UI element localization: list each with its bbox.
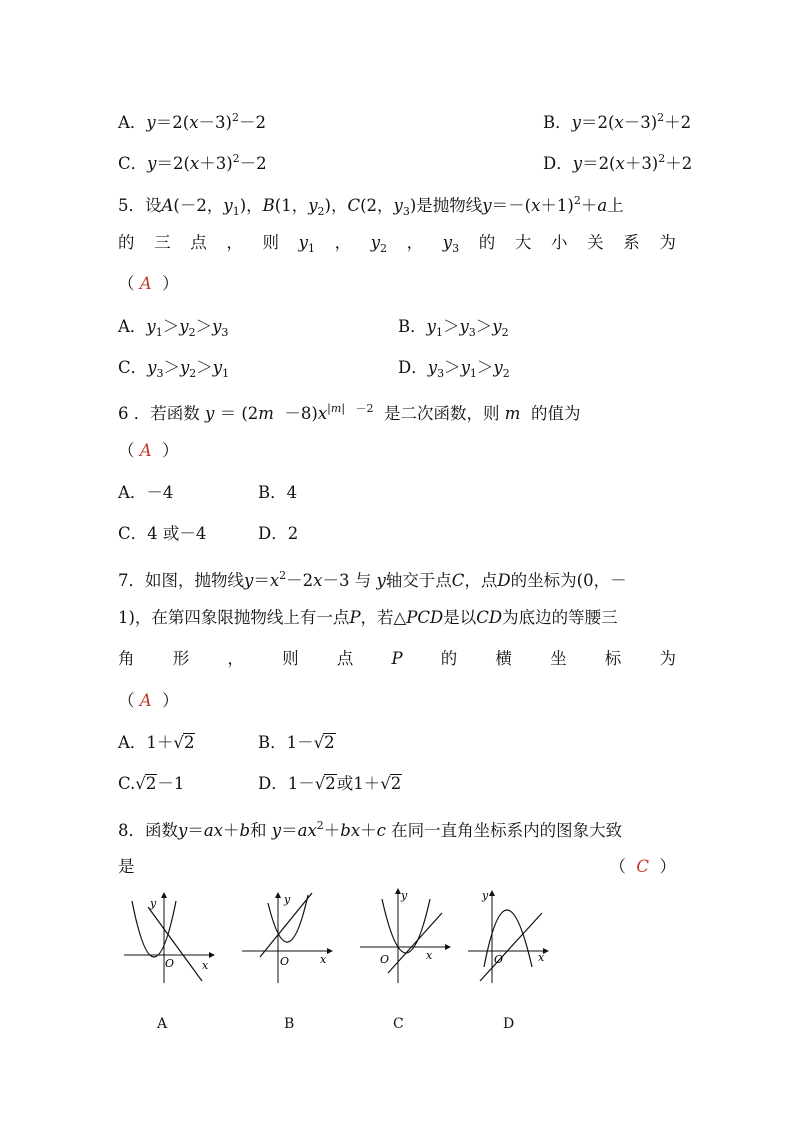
graph-d — [466, 885, 566, 985]
q4-option-row-1 — [118, 107, 692, 134]
q4-option-a: A．$y=2(x-3)^2-2$ — [118, 111, 266, 132]
y-label: y — [482, 889, 489, 902]
q5-answer: （ A ） — [118, 274, 179, 293]
q6-option-row-2 — [118, 523, 299, 545]
q7-option-row-1 — [118, 732, 335, 754]
graph-a — [122, 885, 222, 985]
q7-line-3: 角 形 ， 则 点 P 的 横 坐 标 为 — [118, 649, 676, 668]
q6-option-b: B．4 — [258, 483, 298, 502]
q8-line-1: 8．函数y＝ax＋b和 $y=ax^2+bx+c$ 在同一直角坐标系内的图象大致 — [118, 819, 623, 840]
q4-option-row-2 — [118, 148, 693, 175]
q5-option-c: C．$y_3>y_2>y_1$ — [118, 358, 230, 380]
q5-line-1: 5．设A(－2，$y_1$)，B(1，$y_2$)，C(2，$y_3$)是抛物线$y=-(x+1)^2+a$上 — [118, 194, 624, 218]
parabola — [382, 899, 430, 953]
origin-label: O — [494, 953, 504, 966]
q6-option-a: A．－4 — [118, 483, 174, 502]
q4-option-c: C．$y=2(x+3)^2-2$ — [118, 152, 267, 173]
origin-label: O — [280, 955, 290, 968]
graph-c — [358, 885, 458, 985]
q6-option-row-1 — [118, 482, 298, 504]
q4-option-d: D．$y=2(x+3)^2+2$ — [543, 152, 693, 173]
q6-answer: （ A ） — [118, 441, 179, 460]
x-label: x — [426, 949, 433, 962]
q6-option-d: D．2 — [258, 524, 299, 543]
graph-b-caption: B — [284, 1016, 295, 1032]
x-label: x — [538, 951, 545, 964]
q6-line-1: 6 ．若函数 $y = (2m -8)x^{|m| -2}$ 是二次函数，则 m 的值为 — [118, 402, 581, 423]
x-label: x — [320, 953, 327, 966]
q7-line-2: 1)，在第四象限抛物线上有一点P，若△PCD是以CD为底边的等腰三 — [118, 608, 618, 627]
line — [148, 907, 202, 981]
y-label: y — [401, 889, 408, 902]
line — [480, 913, 542, 981]
graph-d-caption: D — [503, 1016, 515, 1032]
q6-option-c: C．4 或－4 — [118, 524, 207, 543]
graph-c-caption: C — [393, 1016, 404, 1032]
y-label: y — [284, 893, 291, 906]
q5-option-row-1 — [118, 316, 509, 344]
origin-label: O — [380, 953, 390, 966]
q7-answer: （ A ） — [118, 691, 179, 710]
q4-option-b: B．$y=2(x-3)^2+2$ — [543, 111, 692, 132]
q7-option-c: C.√2－1 — [118, 774, 185, 793]
q5-option-b: B．$y_1>y_3>y_2$ — [398, 317, 509, 339]
y-label: y — [150, 897, 157, 910]
graph-a-caption: A — [157, 1016, 168, 1032]
q5-option-row-2 — [118, 357, 510, 385]
q7-option-a: A．1＋√2 — [118, 733, 195, 752]
q7-option-b: B．1－√2 — [258, 733, 335, 752]
q5-option-a: A．$y_1>y_2>y_3$ — [118, 317, 229, 339]
q8-answer: （ C ） — [609, 857, 676, 876]
graph-b — [240, 885, 340, 985]
q5-option-d: D．$y_3>y_1>y_2$ — [398, 358, 510, 380]
origin-label: O — [165, 957, 175, 970]
q7-option-row-2 — [118, 773, 402, 795]
q8-line-2: 是 （ C ） — [118, 857, 676, 876]
x-label: x — [202, 959, 209, 972]
q7-option-d: D．1－√2或1＋√2 — [258, 774, 402, 793]
q7-line-1: 7．如图，抛物线$y=x^2-2x-3$ 与 y轴交于点C，点D的坐标为(0，－ — [118, 569, 627, 590]
q5-line-2: 的 三 点 ， 则 $y_1$ ， $y_2$ ， $y_3$ 的 大 小 关 系 为 — [118, 233, 676, 255]
parabola — [484, 910, 532, 967]
